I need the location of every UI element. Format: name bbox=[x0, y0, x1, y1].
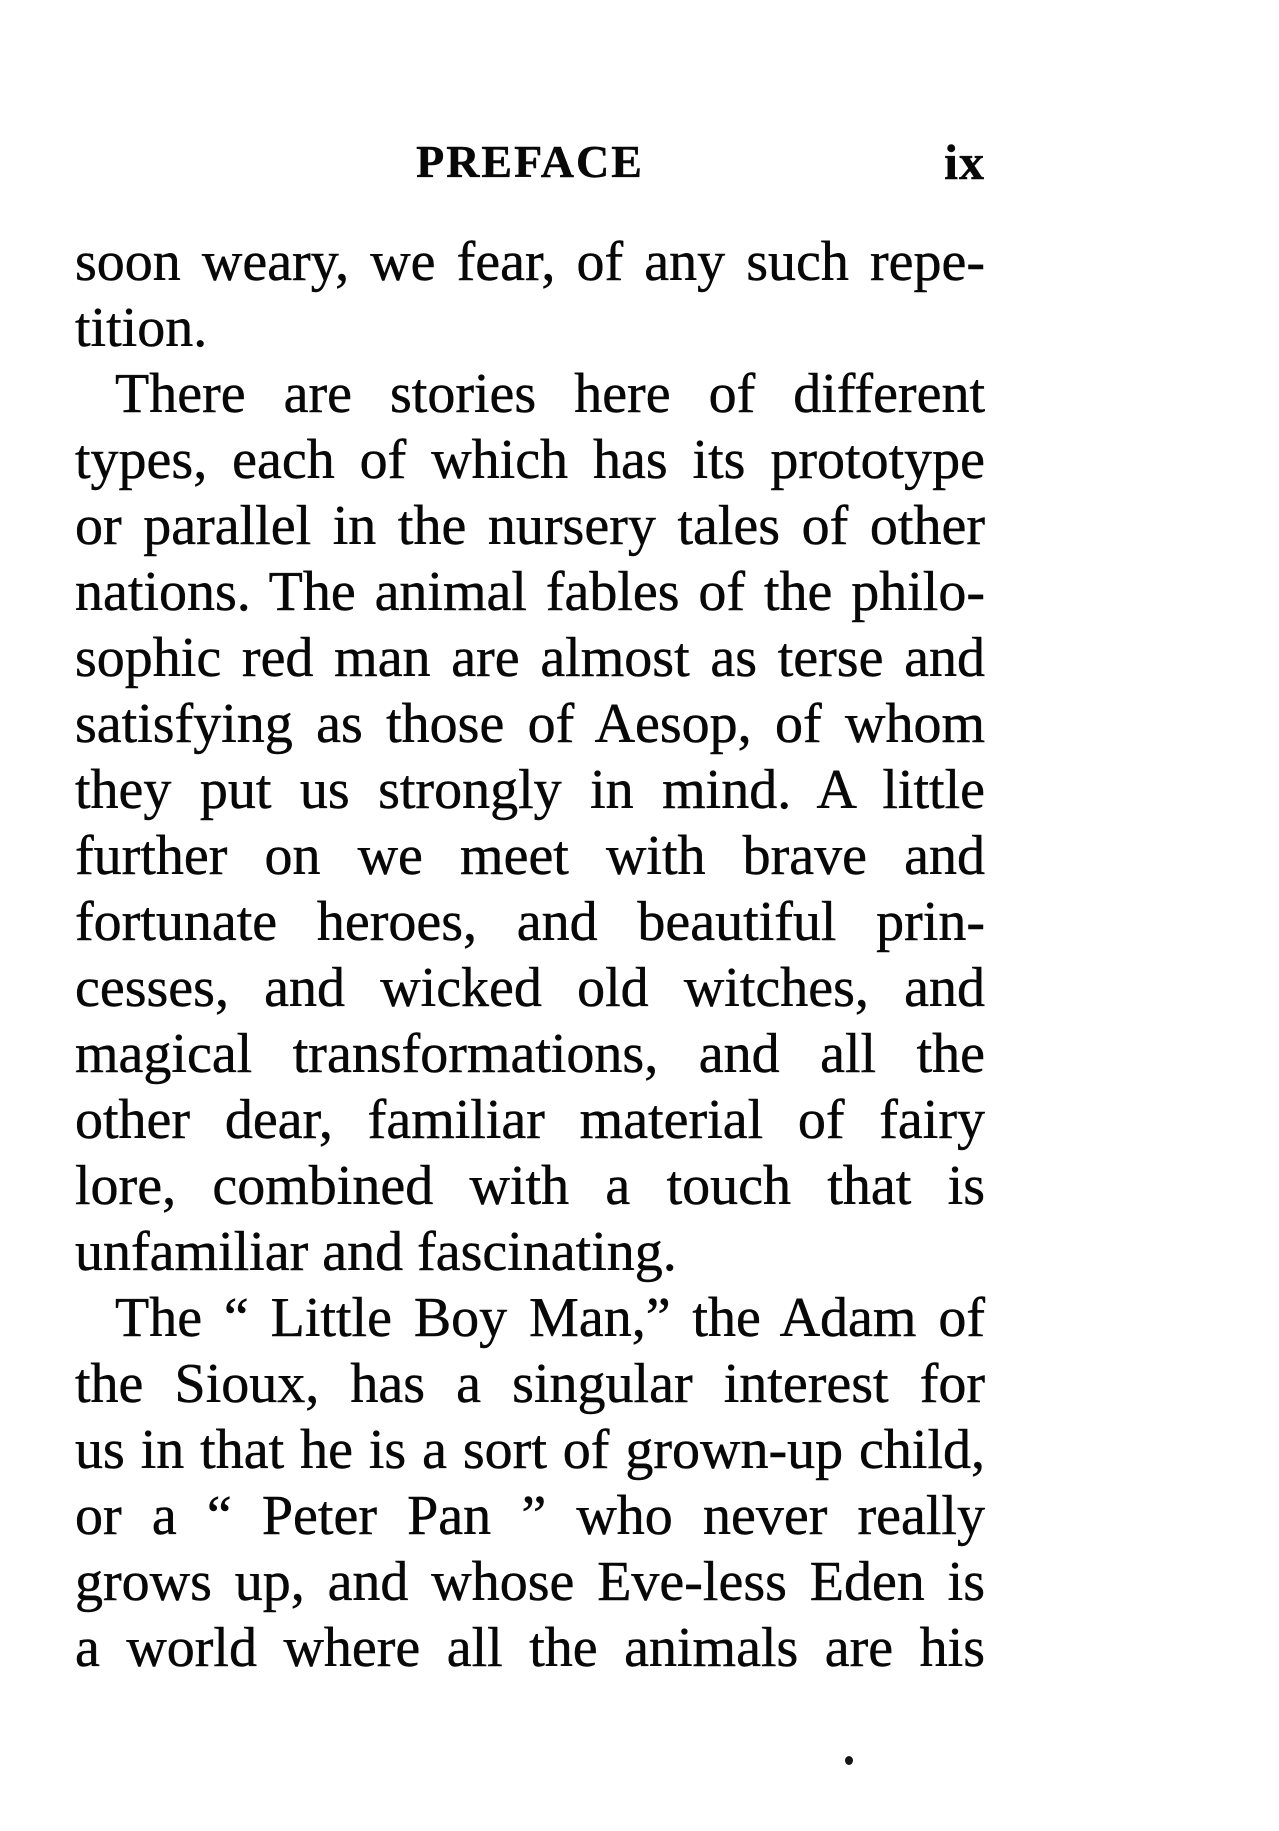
text-line: unfamiliar and fascinating. bbox=[75, 1221, 677, 1283]
text-line: tition. bbox=[75, 297, 208, 359]
page-number: ix bbox=[944, 134, 985, 190]
text-line: or parallel in the nursery tales of other bbox=[75, 495, 985, 557]
text-line: The “ Little Boy Man,” the Adam of bbox=[115, 1287, 985, 1349]
text-line: fortunate heroes, and beautiful prin- bbox=[75, 891, 985, 953]
text-line: nations. The animal fables of the philo- bbox=[75, 561, 985, 623]
text-line: types, each of which has its prototype bbox=[75, 429, 985, 491]
text-line: grows up, and whose Eve-less Eden is bbox=[75, 1551, 985, 1613]
text-line: satisfying as those of Aesop, of whom bbox=[75, 693, 985, 755]
page-title: PREFACE bbox=[416, 136, 644, 187]
text-line: soon weary, we fear, of any such repe- bbox=[75, 231, 985, 293]
text-line: cesses, and wicked old witches, and bbox=[75, 957, 985, 1019]
text-block bbox=[75, 229, 985, 1681]
text-line: lore, combined with a touch that is bbox=[75, 1155, 985, 1217]
scan-speck-dot bbox=[845, 1756, 853, 1765]
text-line: or a “ Peter Pan ” who never really bbox=[75, 1485, 985, 1547]
text-line: a world where all the animals are his bbox=[75, 1617, 985, 1679]
text-line: further on we meet with brave and bbox=[75, 825, 985, 887]
text-line: sophic red man are almost as terse and bbox=[75, 627, 985, 689]
text-line: magical transformations, and all the bbox=[75, 1023, 985, 1085]
text-line: the Sioux, has a singular interest for bbox=[75, 1353, 985, 1415]
text-line: There are stories here of different bbox=[115, 363, 985, 425]
text-line: they put us strongly in mind. A little bbox=[75, 759, 985, 821]
page-header bbox=[75, 134, 985, 190]
text-line: other dear, familiar material of fairy bbox=[75, 1089, 985, 1151]
text-line: us in that he is a sort of grown-up child, bbox=[75, 1419, 985, 1481]
